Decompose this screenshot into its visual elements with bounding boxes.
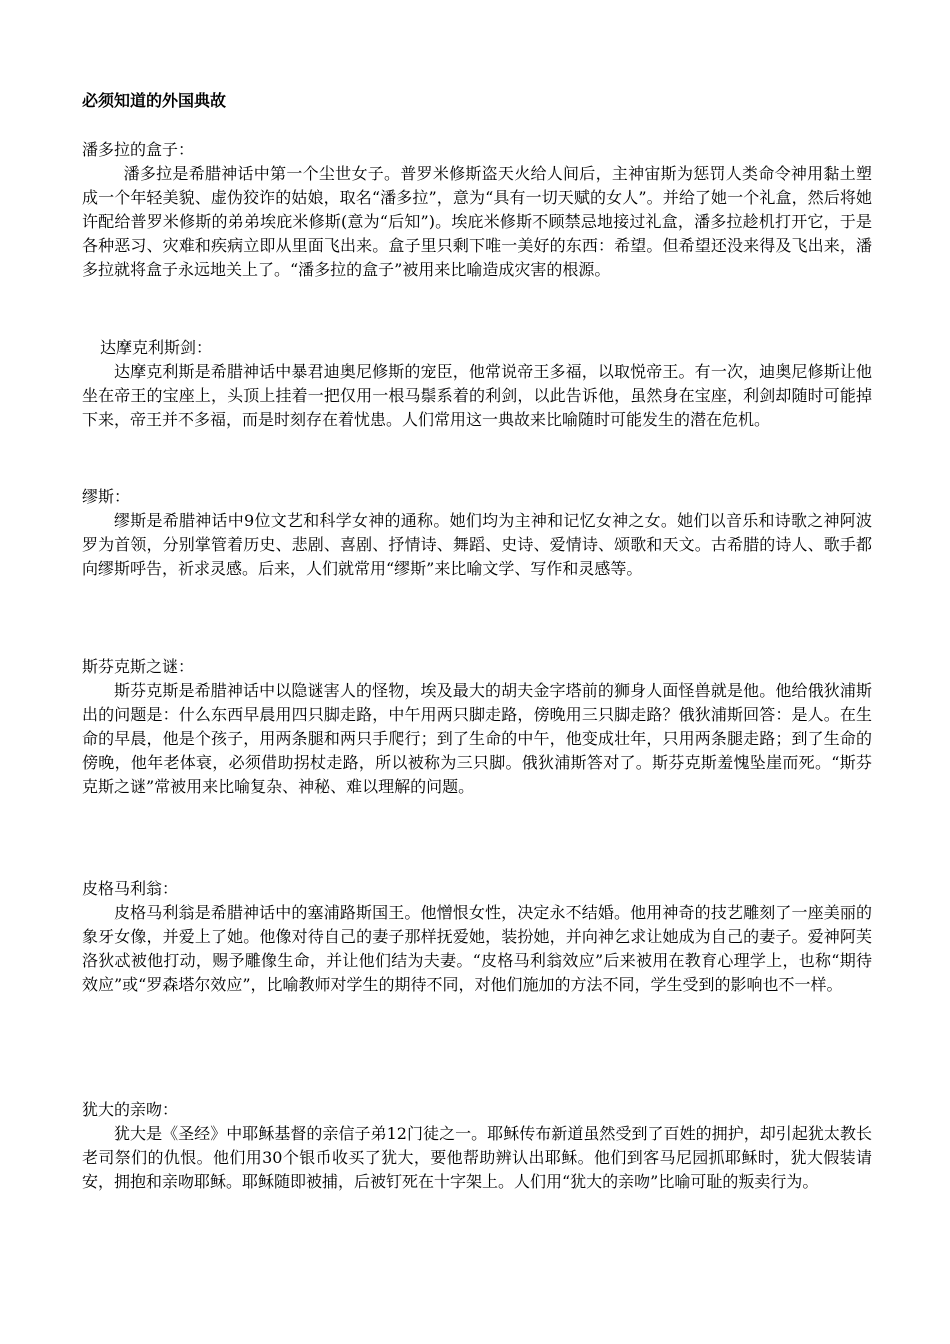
section-body: 斯芬克斯是希腊神话中以隐谜害人的怪物，埃及最大的胡夫金字塔前的狮身人面怪兽就是他。他给俄狄浦斯出的问题是：什么东西早晨用四只脚走路，中午用两只脚走路，傍晚用三只脚走路？俄狄浦斯回答：是人。在生命的早晨，他是个孩子，用两条腿和两只手爬行；到了生命的中午，他变成壮年，只用两条腿走路；到了生命的傍晚，他年老体衰，必须借助拐杖走路，所以被称为三只脚。俄狄浦斯答对了。斯芬克斯羞愧坠崖而死。“斯芬克斯之谜”常被用来比喻复杂、神秘、难以理解的问题。 — [82, 681, 872, 796]
section-body: 缪斯是希腊神话中9位文艺和科学女神的通称。她们均为主神和记忆女神之女。她们以音乐和诗歌之神阿波罗为首领，分别掌管着历史、悲剧、喜剧、抒情诗、舞蹈、史诗、爱情诗、颂歌和天文。古希腊的诗人、歌手都向缪斯呼告，祈求灵感。后来，人们就常用“缪斯”来比喻文学、写作和灵感等。 — [82, 511, 872, 578]
section-body: 犹大是《圣经》中耶稣基督的亲信子弟12门徒之一。耶稣传布新道虽然受到了百姓的拥护，却引起犹太教长老司祭们的仇恨。他们用30个银币收买了犹大，要他帮助辨认出耶稣。他们到客马尼园抓耶稣时，犹大假装请安，拥抱和亲吻耶稣。耶稣随即被捕，后被钉死在十字架上。人们用“犹大的亲吻”比喻可耻的叛卖行为。 — [82, 1124, 872, 1191]
section-damocles — [82, 336, 872, 432]
section-body: 皮格马利翁是希腊神话中的塞浦路斯国王。他憎恨女性，决定永不结婚。他用神奇的技艺雕刻了一座美丽的象牙女像，并爱上了她。他像对待自己的妻子那样抚爱她，装扮她，并向神乞求让她成为自己的妻子。爱神阿芙洛狄忒被他打动，赐予雕像生命，并让他们结为夫妻。“皮格马利翁效应”后来被用在教育心理学上，也称“期待效应”或“罗森塔尔效应”，比喻教师对学生的期待不同，对他们施加的方法不同，学生受到的影响也不一样。 — [82, 903, 872, 994]
section-pandora — [82, 138, 872, 282]
section-heading: 达摩克利斯剑： — [100, 338, 213, 357]
section-body: 达摩克利斯是希腊神话中暴君迪奥尼修斯的宠臣，他常说帝王多福，以取悦帝王。有一次，迪奥尼修斯让他坐在帝王的宝座上，头顶上挂着一把仅用一根马鬃系着的利剑，以此告诉他，虽然身在宝座，利剑却随时可能掉下来，帝王并不多福，而是时刻存在着忧患。人们常用这一典故来比喻随时可能发生的潜在危机。 — [82, 362, 872, 429]
section-heading: 缪斯： — [82, 487, 131, 506]
section-body: 潘多拉是希腊神话中第一个尘世女子。普罗米修斯盗天火给人间后，主神宙斯为惩罚人类命令神用黏土塑成一个年轻美貌、虚伪狡诈的姑娘，取名“潘多拉”，意为“具有一切天赋的女人”。并给了她一个礼盒，然后将她许配给普罗米修斯的弟弟埃庇米修斯(意为“后知”)。埃庇米修斯不顾禁忌地接过礼盒，潘多拉趁机打开它，于是各种恶习、灾难和疾病立即从里面飞出来。盒子里只剩下唯一美好的东西：希望。但希望还没来得及飞出来，潘多拉就将盒子永远地关上了。“潘多拉的盒子”被用来比喻造成灾害的根源。 — [82, 164, 872, 279]
section-judas — [82, 1098, 872, 1194]
section-heading: 皮格马利翁： — [82, 879, 179, 898]
section-pygmalion — [82, 877, 872, 997]
section-muse — [82, 485, 872, 581]
section-heading: 潘多拉的盒子： — [82, 140, 195, 159]
section-sphinx — [82, 655, 872, 799]
section-heading: 犹大的亲吻： — [82, 1100, 179, 1119]
document-title: 必须知道的外国典故 — [82, 91, 227, 110]
section-heading: 斯芬克斯之谜： — [82, 657, 195, 676]
